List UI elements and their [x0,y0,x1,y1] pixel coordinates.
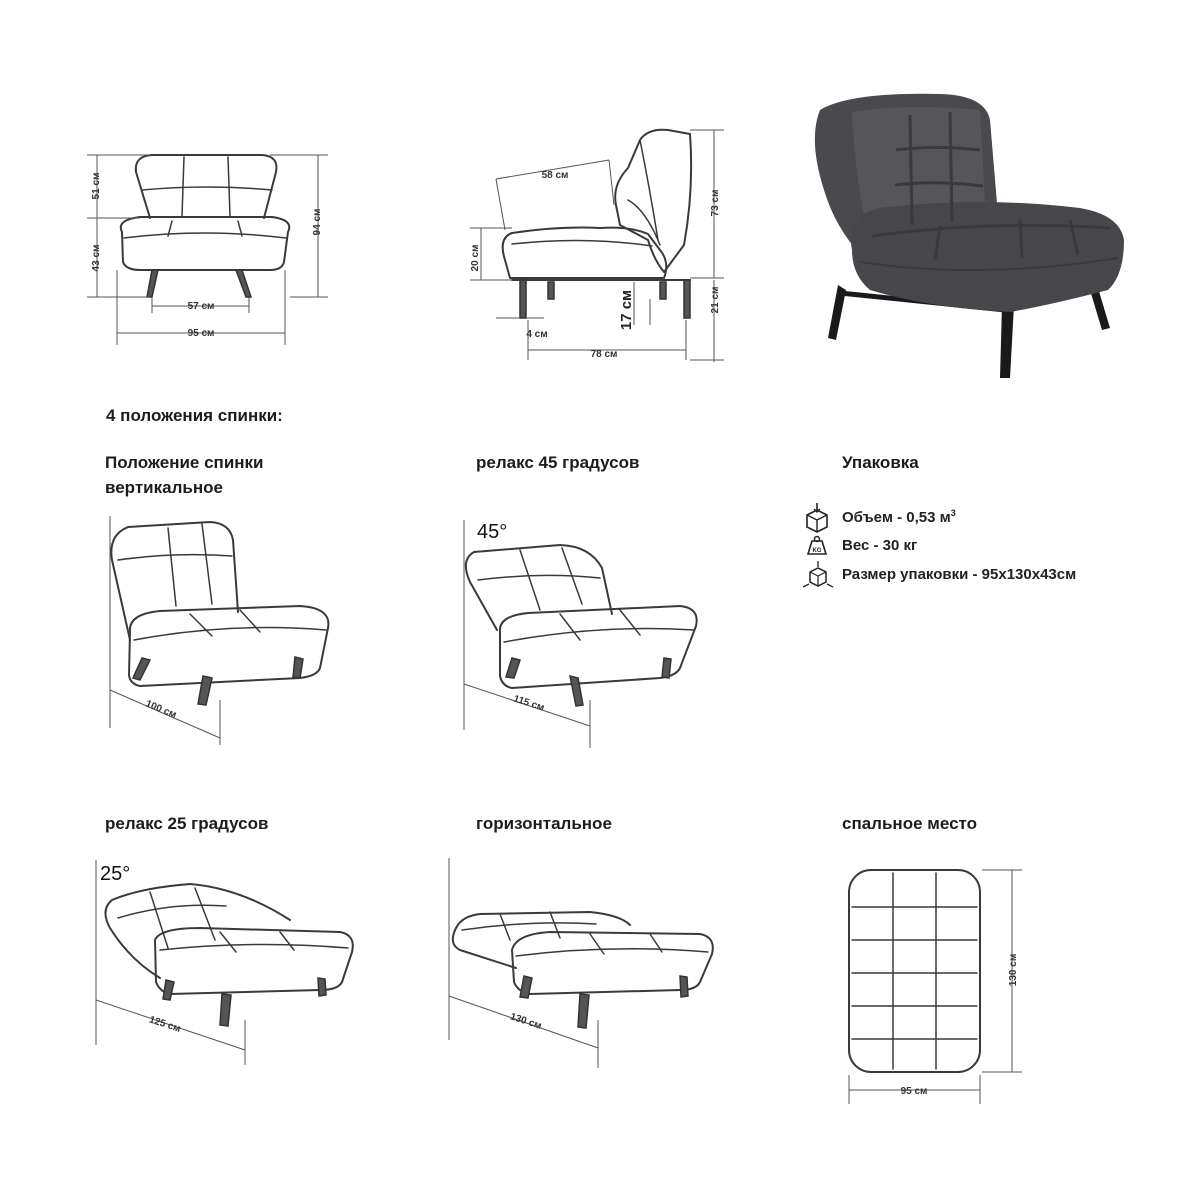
side-depth-label: 78 см [590,349,618,360]
position-25-drawing [96,860,353,1065]
box-dimensions-icon [803,561,833,587]
position-horizontal-drawing [449,858,713,1068]
position-4-title: горизонтальное [476,814,612,833]
position-2-angle: 45° [477,521,508,543]
side-back-height-label: 73 см [710,189,721,217]
position-1-length-label: 100 см [143,698,179,721]
front-view-drawing [87,155,328,345]
section-title: 4 положения спинки: [106,406,283,425]
armchair-photo [815,94,1124,378]
box-arrow-icon [807,503,827,532]
front-total-height-label: 94 см [312,208,323,236]
position-vertical-drawing [110,516,328,745]
packaging-volume-sup: 3 [950,508,956,518]
side-base-height-label: 21 см [710,286,721,314]
position-3-length-label: 125 см [147,1014,182,1035]
position-3-angle: 25° [100,863,131,885]
position-2-length-label: 115 см [511,693,546,714]
front-back-height-label: 51 см [91,172,102,200]
front-seat-height-label: 43 см [91,244,102,272]
position-45-drawing [464,520,697,748]
sleeping-title: спальное место [842,814,978,833]
side-seat-depth-label: 58 см [541,170,569,181]
side-leg-height-label: 17 см [618,289,635,331]
sleeping-length-label: 130 см [1008,953,1019,987]
kg-weight-icon [808,537,826,555]
side-seat-thickness-label: 20 см [470,244,481,272]
position-4-length-label: 130 см [508,1011,543,1032]
sleeping-area-drawing [849,870,1022,1104]
position-3-title: релакс 25 градусов [105,814,269,833]
sleeping-width-label: 95 см [900,1086,928,1097]
packaging-title: Упаковка [842,453,919,472]
side-view-drawing [470,130,724,362]
packaging-volume [842,508,956,526]
packaging-volume-text: Объем - 0,53 м [842,509,951,526]
weight-icon-kg-text: KG [812,548,822,554]
packaging-weight: Вес - 30 кг [842,537,918,554]
side-leg-offset-label: 4 см [526,329,548,340]
position-1-title: Положение спинки вертикальное [105,453,264,497]
front-width-label: 95 см [187,328,215,339]
position-2-title: релакс 45 градусов [476,453,640,472]
front-leg-span-label: 57 см [187,301,215,312]
packaging-size: Размер упаковки - 95х130х43см [842,566,1077,583]
